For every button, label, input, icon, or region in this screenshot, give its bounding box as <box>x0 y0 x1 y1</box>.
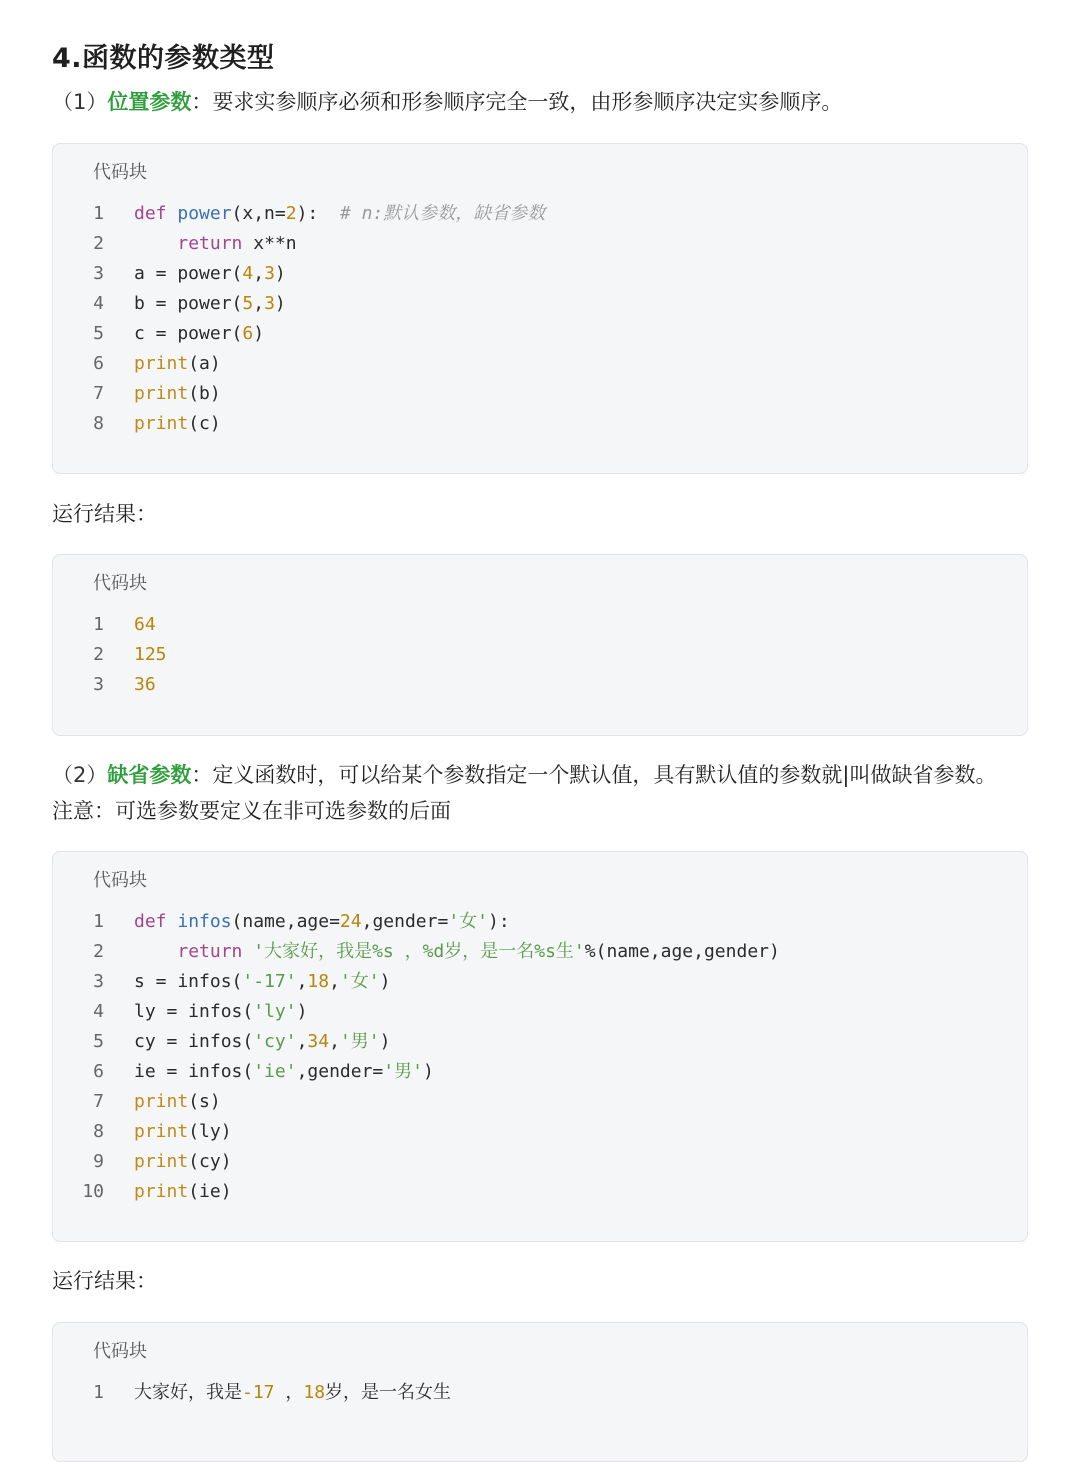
code-lines <box>53 907 1027 1207</box>
code-token: ): <box>296 203 340 224</box>
code-text <box>134 670 156 700</box>
section-heading: 4.函数的参数类型 <box>52 43 275 74</box>
code-line <box>53 409 1027 439</box>
code-line <box>53 199 1027 229</box>
code-line <box>53 259 1027 289</box>
code-token <box>134 941 177 962</box>
code-line <box>53 1147 1027 1177</box>
line-number: 3 <box>93 263 104 284</box>
item-number: （1） <box>52 90 108 114</box>
code-line <box>53 997 1027 1027</box>
code-line <box>53 1117 1027 1147</box>
code-token: cy = infos( <box>134 1031 254 1052</box>
code-token: ): <box>488 911 510 932</box>
code-token: ) <box>274 293 286 314</box>
code-token: (c) <box>188 413 221 434</box>
code-line <box>53 1177 1027 1207</box>
code-token: (ie) <box>188 1181 232 1202</box>
code-token: print <box>134 413 189 434</box>
code-token: ) <box>296 1001 308 1022</box>
line-number: 5 <box>93 1031 104 1052</box>
line-number: 10 <box>82 1181 104 1202</box>
code-line <box>53 670 1027 700</box>
line-number: 1 <box>93 203 104 224</box>
code-token: b = power( <box>134 293 243 314</box>
code-token <box>134 233 177 254</box>
line-number: 7 <box>93 1091 104 1112</box>
code-token: , <box>296 1031 308 1052</box>
code-token: print <box>134 1091 189 1112</box>
line-number: 6 <box>93 1061 104 1082</box>
positional-param-paragraph <box>52 84 842 120</box>
code-token: 125 <box>134 644 167 665</box>
code-token: (cy) <box>188 1151 232 1172</box>
line-number: 2 <box>93 941 104 962</box>
code-text <box>134 1378 451 1408</box>
paragraph-text: ：要求实参顺序必须和形参顺序完全一致，由形参顺序决定实参顺序。 <box>191 90 843 114</box>
code-token: ie = infos( <box>134 1061 254 1082</box>
code-text <box>134 409 221 439</box>
code-token: 'ie' <box>253 1061 297 1082</box>
code-token: 4 <box>242 263 254 284</box>
code-token: -17 <box>242 1382 275 1403</box>
code-text <box>134 1117 232 1147</box>
code-token: '女' <box>448 911 488 932</box>
highlight-term: 缺省参数 <box>107 763 192 787</box>
code-token: 'cy' <box>253 1031 297 1052</box>
code-token: def <box>134 203 178 224</box>
default-param-paragraph <box>52 757 996 793</box>
line-number: 8 <box>93 413 104 434</box>
code-text <box>134 610 156 640</box>
code-line <box>53 907 1027 937</box>
code-token: infos <box>177 911 232 932</box>
code-token: 36 <box>134 674 156 695</box>
code-token: '男' <box>383 1061 423 1082</box>
code-token: 24 <box>339 911 362 932</box>
code-token: print <box>134 383 189 404</box>
line-number: 6 <box>93 353 104 374</box>
code-line <box>53 1378 1027 1408</box>
code-token: 6 <box>242 323 254 344</box>
code-token: (x,n= <box>231 203 286 224</box>
code-token: '女' <box>339 971 380 992</box>
code-line <box>53 1087 1027 1117</box>
code-token: ) <box>379 1031 391 1052</box>
highlight-term: 位置参数 <box>107 90 192 114</box>
code-token <box>242 941 253 962</box>
line-number: 2 <box>93 644 104 665</box>
code-token: 18 <box>303 1382 326 1403</box>
code-token: ) <box>422 1061 434 1082</box>
line-number: 5 <box>93 323 104 344</box>
code-text <box>134 967 390 997</box>
line-number: 2 <box>93 233 104 254</box>
code-token: ,gender= <box>361 911 449 932</box>
line-number: 8 <box>93 1121 104 1142</box>
code-token: print <box>134 1181 189 1202</box>
code-text <box>134 937 780 967</box>
code-token: 5 <box>242 293 254 314</box>
code-block-label: 代码块 <box>93 162 147 183</box>
code-line <box>53 1027 1027 1057</box>
result-label: 运行结果： <box>52 502 157 526</box>
code-block-label: 代码块 <box>93 1341 147 1362</box>
code-token: x**n <box>242 233 297 254</box>
code-token: s = infos( <box>134 971 243 992</box>
line-number: 3 <box>93 971 104 992</box>
code-lines <box>53 610 1027 700</box>
code-token: , <box>253 263 265 284</box>
code-token: 大家好，我是 <box>134 1382 242 1403</box>
code-token: , <box>329 1031 340 1052</box>
line-number: 1 <box>93 614 104 635</box>
code-token: return <box>177 233 243 254</box>
code-text <box>134 229 297 259</box>
code-lines <box>53 199 1027 439</box>
code-token: '-17' <box>242 971 297 992</box>
code-token: , <box>296 971 308 992</box>
code-line <box>53 379 1027 409</box>
code-token: 'ly' <box>253 1001 297 1022</box>
code-token: ) <box>253 323 265 344</box>
code-token: (ly) <box>188 1121 232 1142</box>
code-text <box>134 1057 434 1087</box>
code-text <box>134 259 286 289</box>
code-line <box>53 319 1027 349</box>
code-token: return <box>177 941 243 962</box>
code-token: ly = infos( <box>134 1001 254 1022</box>
code-text <box>134 640 167 670</box>
code-text <box>134 1087 221 1117</box>
code-token: 34 <box>307 1031 330 1052</box>
code-line <box>53 289 1027 319</box>
line-number: 9 <box>93 1151 104 1172</box>
code-token: (s) <box>188 1091 221 1112</box>
code-token: ) <box>274 263 286 284</box>
code-token: %(name,age,gender) <box>584 941 780 962</box>
code-text <box>134 379 221 409</box>
code-token: ,gender= <box>296 1061 384 1082</box>
code-token: def <box>134 911 178 932</box>
line-number: 1 <box>93 1382 104 1403</box>
line-number: 7 <box>93 383 104 404</box>
code-token: 岁，是一名女生 <box>325 1382 452 1403</box>
code-text <box>134 1147 232 1177</box>
code-text <box>134 1177 232 1207</box>
code-block-power <box>52 143 1028 474</box>
code-token: , <box>253 293 265 314</box>
note-text: 注意：可选参数要定义在非可选参数的后面 <box>52 799 451 823</box>
code-block-label: 代码块 <box>93 870 147 891</box>
code-token: a = power( <box>134 263 243 284</box>
code-text <box>134 319 264 349</box>
code-token: , <box>329 971 340 992</box>
code-token: ) <box>379 971 391 992</box>
code-line <box>53 640 1027 670</box>
code-text <box>134 1027 390 1057</box>
code-token: power <box>177 203 232 224</box>
code-line <box>53 349 1027 379</box>
code-token: # n:默认参数，缺省参数 <box>339 203 546 224</box>
code-token: 2 <box>285 203 297 224</box>
code-line <box>53 1057 1027 1087</box>
code-text <box>134 199 545 229</box>
result-label: 运行结果： <box>52 1269 157 1293</box>
code-text <box>134 907 510 937</box>
code-text <box>134 997 307 1027</box>
code-token: '男' <box>339 1031 380 1052</box>
code-text <box>134 349 221 379</box>
code-line <box>53 967 1027 997</box>
item-number: （2） <box>52 763 108 787</box>
code-token: '大家好，我是%s ，%d岁，是一名%s生' <box>253 941 585 962</box>
code-token: (name,age= <box>231 911 340 932</box>
code-block-infos <box>52 851 1028 1242</box>
paragraph-text: ：定义函数时，可以给某个参数指定一个默认值，具有默认值的参数就|叫做缺省参数。 <box>191 763 997 787</box>
code-token: 3 <box>264 293 275 314</box>
code-block-output-1 <box>52 554 1028 736</box>
code-token: print <box>134 353 189 374</box>
line-number: 4 <box>93 293 104 314</box>
code-token: c = power( <box>134 323 243 344</box>
code-block-output-2 <box>52 1322 1028 1462</box>
code-token: print <box>134 1151 189 1172</box>
code-token: (a) <box>188 353 221 374</box>
code-token: print <box>134 1121 189 1142</box>
code-token: 64 <box>134 614 156 635</box>
code-lines <box>53 1378 1027 1408</box>
code-token: (b) <box>188 383 221 404</box>
code-token: 18 <box>307 971 330 992</box>
code-line <box>53 229 1027 259</box>
code-token: 3 <box>264 263 275 284</box>
code-text <box>134 289 286 319</box>
code-line <box>53 610 1027 640</box>
code-block-label: 代码块 <box>93 573 147 594</box>
code-token: ， <box>274 1382 304 1403</box>
line-number: 1 <box>93 911 104 932</box>
line-number: 3 <box>93 674 104 695</box>
code-line <box>53 937 1027 967</box>
line-number: 4 <box>93 1001 104 1022</box>
